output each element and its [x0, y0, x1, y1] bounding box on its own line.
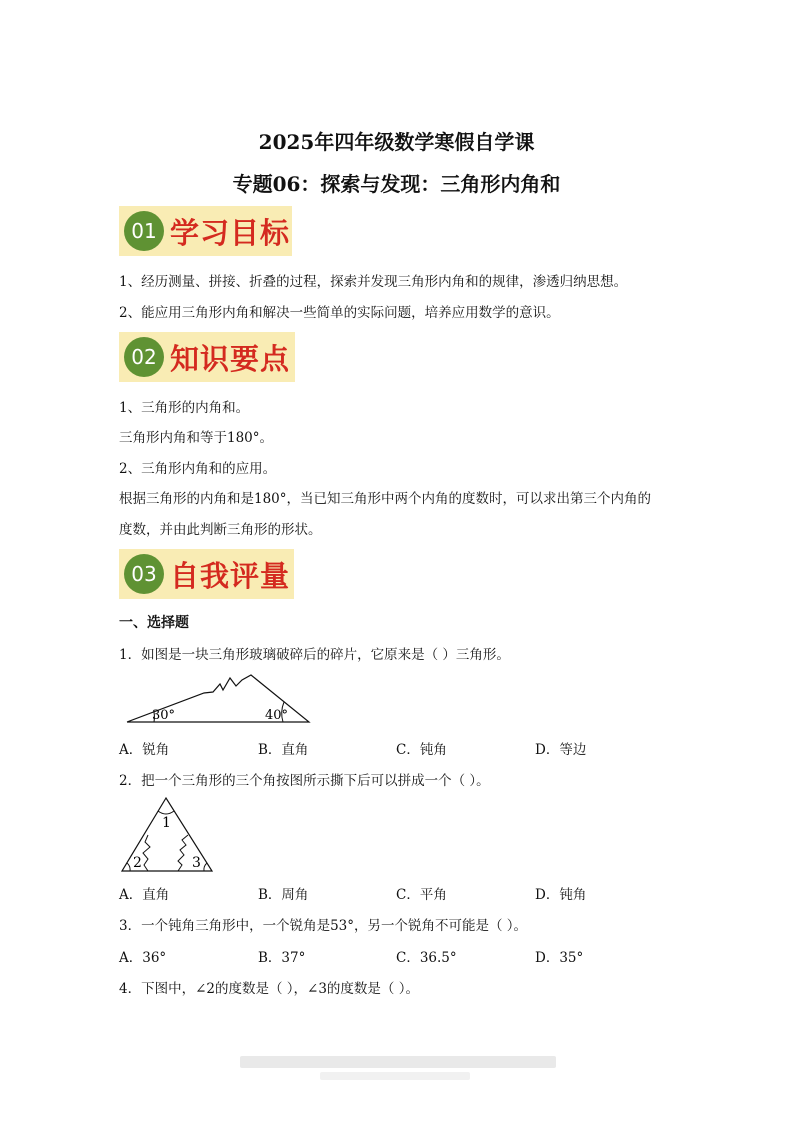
- option[interactable]: D．等边: [535, 742, 587, 758]
- angle-label-right: 40°: [265, 708, 289, 723]
- knowledge-line: 三角形内角和等于180°。: [119, 430, 274, 446]
- knowledge-line: 1、三角形的内角和。: [119, 400, 250, 416]
- blurred-watermark-sub: [320, 1072, 470, 1080]
- page-subtitle: 专题06：探索与发现：三角形内角和: [232, 172, 561, 196]
- option[interactable]: D．钝角: [535, 887, 587, 903]
- objective-line: 2、能应用三角形内角和解决一些简单的实际问题，培养应用数学的意识。: [119, 305, 560, 321]
- knowledge-line: 根据三角形的内角和是180°，当已知三角形中两个内角的度数时，可以求出第三个内角的: [119, 491, 652, 507]
- angle-label-2: 2: [133, 855, 142, 871]
- broken-triangle-figure: [122, 668, 314, 726]
- option[interactable]: B．37°: [258, 950, 306, 966]
- section-badge-knowledge: [119, 332, 295, 382]
- section-number: 03: [124, 554, 164, 594]
- page-title: 2025年四年级数学寒假自学课: [258, 130, 535, 154]
- option[interactable]: B．直角: [258, 742, 309, 758]
- question-text: 2．把一个三角形的三个角按图所示撕下后可以拼成一个（ ）。: [119, 773, 490, 789]
- option[interactable]: C．钝角: [396, 742, 447, 758]
- option[interactable]: A．锐角: [119, 742, 170, 758]
- section-badge-goals: [119, 206, 292, 256]
- option[interactable]: D．35°: [535, 950, 584, 966]
- section-number: 01: [124, 211, 164, 251]
- option[interactable]: C．平角: [396, 887, 447, 903]
- question-text: 4．下图中，∠2的度数是（ ），∠3的度数是（ ）。: [119, 981, 419, 997]
- section-number: 02: [124, 337, 164, 377]
- option[interactable]: A．直角: [119, 887, 170, 903]
- question-text: 3．一个钝角三角形中，一个锐角是53°，另一个锐角不可能是（ ）。: [119, 918, 528, 934]
- section-label: 自我评量: [170, 558, 291, 593]
- blurred-watermark: [240, 1056, 556, 1068]
- angle-label-left: 30°: [152, 708, 176, 723]
- angle-label-1: 1: [162, 815, 171, 831]
- option[interactable]: C．36.5°: [396, 950, 457, 966]
- section-label: 学习目标: [170, 215, 291, 250]
- knowledge-line: 度数，并由此判断三角形的形状。: [119, 522, 322, 538]
- knowledge-line: 2、三角形内角和的应用。: [119, 461, 277, 477]
- option[interactable]: A．36°: [119, 950, 167, 966]
- option[interactable]: B．周角: [258, 887, 309, 903]
- quiz-section-title: 一、选择题: [119, 615, 189, 631]
- angle-label-3: 3: [192, 855, 201, 871]
- objective-line: 1、经历测量、拼接、折叠的过程，探索并发现三角形内角和的规律，渗透归纳思想。: [119, 274, 628, 290]
- torn-triangle-figure: [118, 795, 218, 875]
- section-badge-assessment: [119, 549, 294, 599]
- section-label: 知识要点: [170, 341, 291, 376]
- question-text: 1．如图是一块三角形玻璃破碎后的碎片，它原来是（ ）三角形。: [119, 647, 510, 663]
